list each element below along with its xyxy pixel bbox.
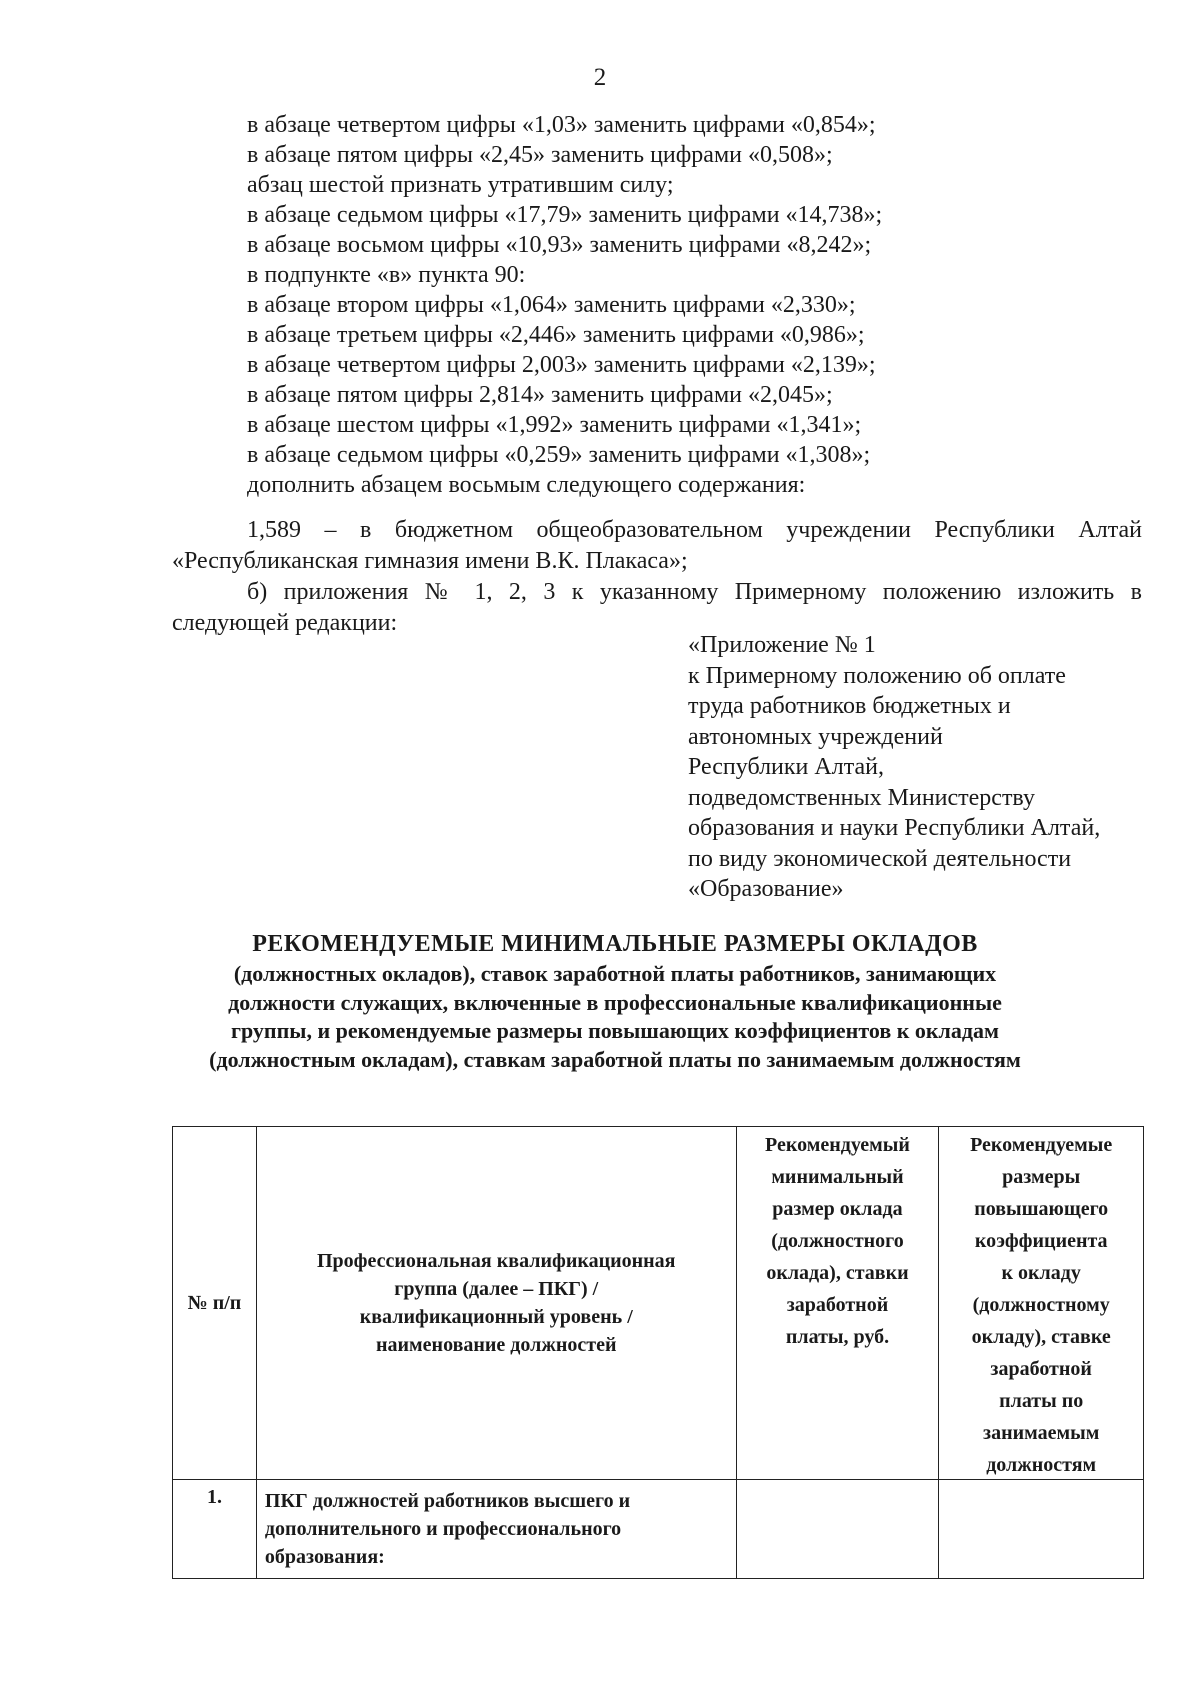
header-line: занимаемым xyxy=(983,1422,1100,1444)
cell-line: дополнительного и профессионального xyxy=(264,1518,622,1540)
cell-salary xyxy=(736,1480,939,1579)
appendix-line: к Примерному положению об оплате xyxy=(688,662,1066,689)
amendment-line: в абзаце четвертом цифры «1,03» заменить цифрами «0,854»; xyxy=(247,112,876,138)
cell-line: образования: xyxy=(264,1546,385,1568)
amendment-line: в подпункте «в» пункта 90: xyxy=(247,262,526,288)
heading-title: РЕКОМЕНДУЕМЫЕ МИНИМАЛЬНЫЕ РАЗМЕРЫ ОКЛАДОВ xyxy=(252,931,978,957)
appendix-line: образования и науки Республики Алтай, xyxy=(688,815,1101,841)
amendment-line: абзац шестой признать утратившим силу; xyxy=(247,172,674,198)
appendix-line: по виду экономической деятельности xyxy=(688,845,1072,872)
header-line: минимальный xyxy=(771,1166,904,1188)
cell-number: 1. xyxy=(173,1480,257,1579)
header-line: платы по xyxy=(999,1390,1084,1412)
amendment-line: в абзаце седьмом цифры «17,79» заменить цифрами «14,738»; xyxy=(247,202,883,228)
paragraph-gymnasium xyxy=(172,515,1142,577)
header-line: квалификационный уровень / xyxy=(359,1306,633,1328)
amendment-line: в абзаце втором цифры «1,064» заменить цифрами «2,330»; xyxy=(247,292,856,318)
header-line: размеры xyxy=(1002,1166,1081,1188)
amendment-list xyxy=(247,110,1147,500)
appendix-note xyxy=(688,630,1158,905)
heading-line: (должностным окладам), ставкам заработной платы по занимаемым должностям xyxy=(209,1046,1021,1072)
header-line: (должностному xyxy=(972,1294,1110,1316)
header-line: платы, руб. xyxy=(785,1326,890,1348)
appendix-line: «Образование» xyxy=(688,876,844,902)
heading-line: должности служащих, включенные в профессиональные квалификационные xyxy=(228,989,1002,1015)
paragraph-line: 1,589 – в бюджетном общеобразовательном учреждении Республики Алтай xyxy=(247,517,1142,543)
amendment-line: в абзаце восьмом цифры «10,93» заменить цифрами «8,242»; xyxy=(247,232,872,258)
header-coefficient xyxy=(939,1127,1144,1480)
cell-line: ПКГ должностей работников высшего и xyxy=(264,1490,631,1512)
cell-group xyxy=(256,1480,736,1579)
amendment-line: в абзаце шестом цифры «1,992» заменить цифрами «1,341»; xyxy=(247,412,862,438)
amendment-line: в абзаце пятом цифры 2,814» заменить цифрами «2,045»; xyxy=(247,382,833,408)
amendment-line: в абзаце третьем цифры «2,446» заменить цифрами «0,986»; xyxy=(247,322,865,348)
header-line: заработной xyxy=(786,1294,889,1316)
header-line: к окладу xyxy=(1001,1262,1081,1284)
appendix-line: труда работников бюджетных и xyxy=(688,693,1011,719)
paragraph-line: б) приложения № 1, 2, 3 к указанному Примерному положению изложить в xyxy=(247,579,1142,605)
header-line: наименование должностей xyxy=(376,1334,617,1356)
header-line: Профессиональная квалификационная xyxy=(317,1250,676,1272)
page-number: 2 xyxy=(593,64,607,91)
header-line: должностям xyxy=(986,1454,1097,1476)
appendix-line: «Приложение № 1 xyxy=(688,632,876,658)
amendment-line: в абзаце четвертом цифры 2,003» заменить цифрами «2,139»; xyxy=(247,352,876,378)
heading-line: (должностных окладов), ставок заработной платы работников, занимающих xyxy=(233,961,997,986)
header-line: оклада), ставки xyxy=(766,1262,909,1284)
header-line: размер оклада xyxy=(772,1198,903,1220)
appendix-line: автономных учреждений xyxy=(688,723,943,750)
header-line: коэффициента xyxy=(974,1230,1108,1252)
header-line: заработной xyxy=(990,1358,1092,1380)
header-line: окладу), ставке xyxy=(971,1326,1111,1348)
paragraph-line: «Республиканская гимназия имени В.К. Плакаса»; xyxy=(172,548,688,574)
amendment-line: дополнить абзацем восьмым следующего содержания: xyxy=(247,472,806,498)
paragraph-line: следующей редакции: xyxy=(172,610,398,636)
header-group xyxy=(256,1127,736,1480)
salary-table xyxy=(172,1126,1144,1579)
header-salary xyxy=(736,1127,939,1480)
header-line: повышающего xyxy=(974,1198,1109,1220)
header-line: Рекомендуемые xyxy=(970,1134,1113,1156)
amendment-line: в абзаце седьмом цифры «0,259» заменить цифрами «1,308»; xyxy=(247,442,871,468)
header-line: (должностного xyxy=(771,1230,904,1252)
header-line: группа (далее – ПКГ) / xyxy=(394,1278,599,1300)
table-row xyxy=(173,1480,1144,1579)
section-heading xyxy=(150,928,1080,1074)
appendix-line: подведомственных Министерству xyxy=(688,784,1035,811)
heading-line: группы, и рекомендуемые размеры повышающих коэффициентов к окладам xyxy=(230,1018,1000,1043)
appendix-line: Республики Алтай, xyxy=(688,754,884,780)
header-number: № п/п xyxy=(173,1127,257,1480)
table-header-row xyxy=(173,1127,1144,1480)
amendment-line: в абзаце пятом цифры «2,45» заменить цифрами «0,508»; xyxy=(247,142,833,168)
cell-coefficient xyxy=(939,1480,1144,1579)
header-line: Рекомендуемый xyxy=(765,1134,910,1156)
